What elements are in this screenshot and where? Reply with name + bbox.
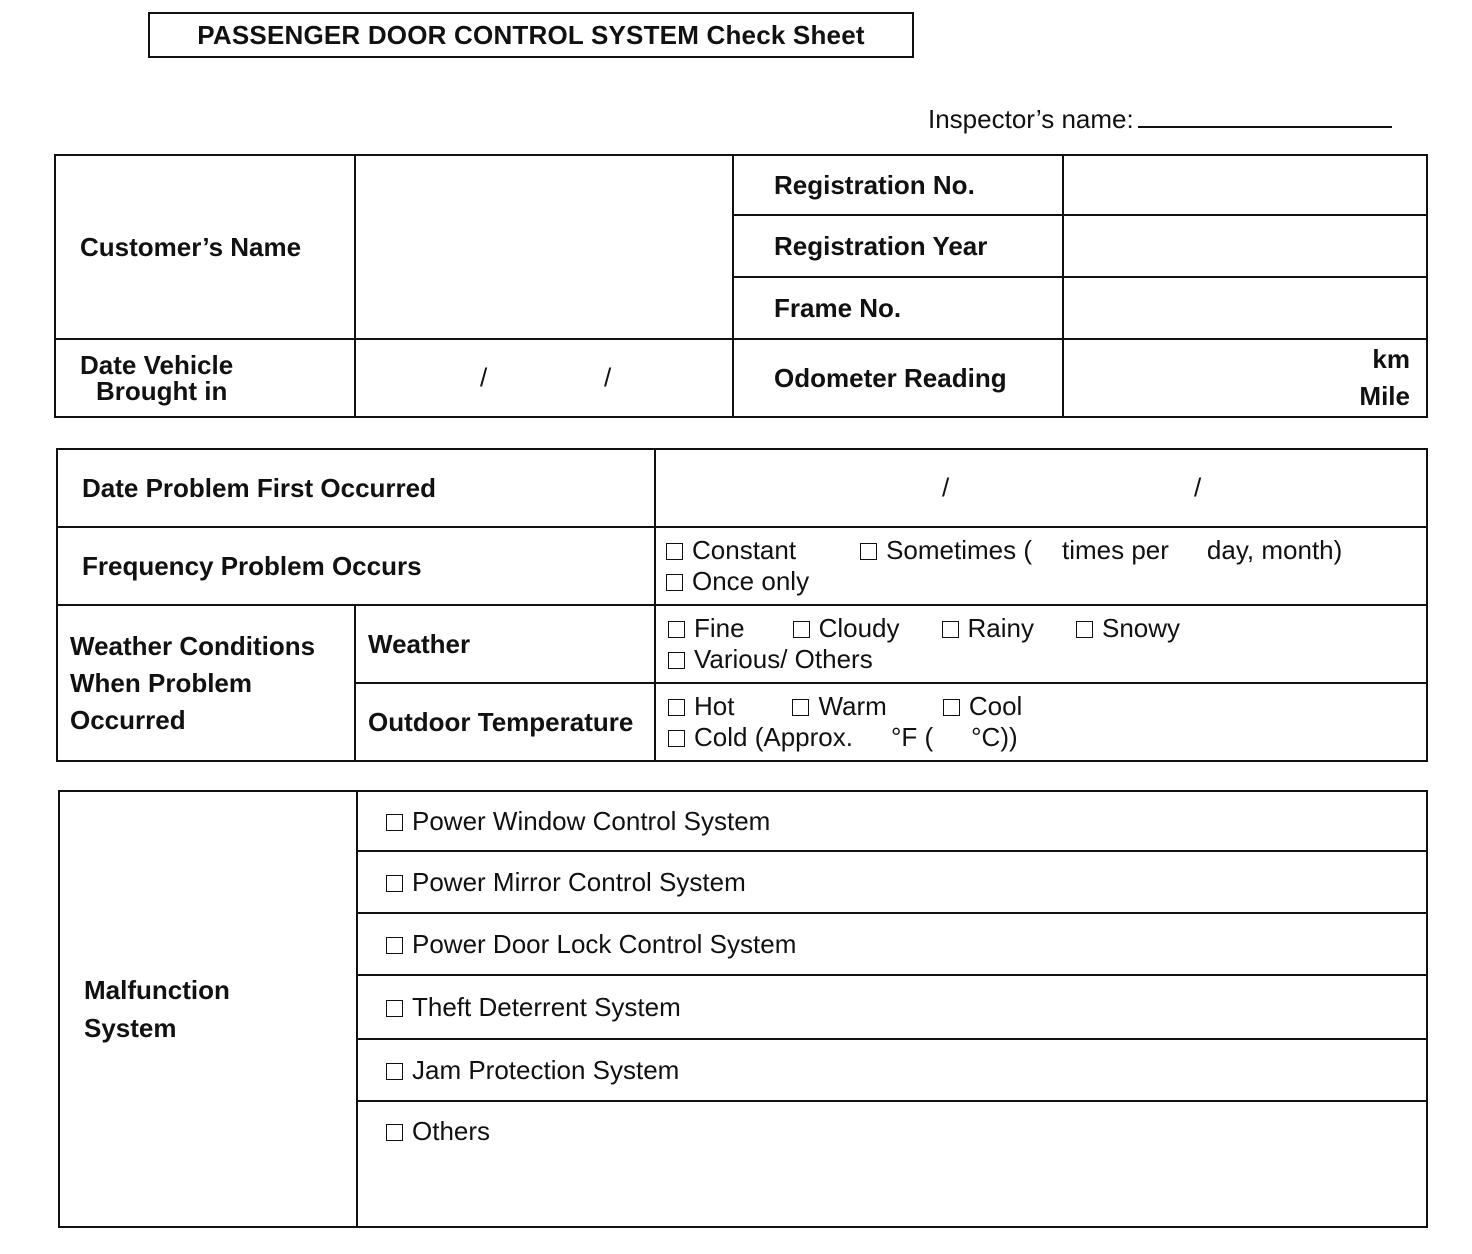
vehicle-info-table (54, 154, 1428, 418)
malfunction-system-label: Malfunction System (59, 791, 357, 1227)
date-brought-in-label (55, 339, 355, 417)
checkbox-icon[interactable] (386, 937, 403, 954)
checkbox-icon[interactable] (793, 621, 810, 638)
inspector-name-line[interactable] (1138, 100, 1392, 128)
checkbox-icon[interactable] (668, 699, 685, 716)
checkbox-icon[interactable] (666, 574, 683, 591)
checkbox-icon[interactable] (386, 814, 403, 831)
weather-fine-option[interactable]: Fine (668, 613, 745, 643)
date-first-occurred-input[interactable] (655, 449, 1427, 527)
checkbox-icon[interactable] (668, 652, 685, 669)
frame-no-label: Frame No. (733, 277, 1063, 339)
outdoor-temperature-label: Outdoor Temperature (355, 683, 655, 761)
malfunction-item-jam-protection[interactable]: Jam Protection System (357, 1039, 1427, 1101)
registration-year-label: Registration Year (733, 215, 1063, 277)
odometer-unit-km: km (1372, 344, 1410, 374)
frequency-label: Frequency Problem Occurs (57, 527, 655, 605)
malfunction-item-power-mirror[interactable]: Power Mirror Control System (357, 851, 1427, 913)
frequency-sometimes-option[interactable]: Sometimes ( (860, 535, 1032, 565)
frame-no-input[interactable] (1063, 277, 1427, 339)
checkbox-icon[interactable] (386, 1063, 403, 1080)
inspector-name-field[interactable] (928, 100, 1392, 135)
frequency-constant-option[interactable]: Constant (666, 535, 796, 565)
temp-cool-option[interactable]: Cool (943, 691, 1022, 721)
date-first-occurred-label: Date Problem First Occurred (57, 449, 655, 527)
checkbox-icon[interactable] (386, 1124, 403, 1141)
malfunction-item-power-window[interactable]: Power Window Control System (357, 791, 1427, 851)
checkbox-icon[interactable] (386, 1000, 403, 1017)
checkbox-icon[interactable] (386, 875, 403, 892)
odometer-unit-mile: Mile (1359, 381, 1410, 411)
date-separator: / (480, 362, 488, 393)
temperature-options (655, 683, 1427, 761)
weather-options (655, 605, 1427, 683)
temp-hot-option[interactable]: Hot (668, 691, 734, 721)
registration-no-input[interactable] (1063, 155, 1427, 215)
malfunction-item-others[interactable]: Others (357, 1101, 1427, 1227)
temp-cold-option[interactable]: Cold (Approx. (668, 722, 853, 752)
weather-conditions-label: Weather Conditions When Problem Occurred (57, 605, 355, 761)
malfunction-item-power-door-lock[interactable]: Power Door Lock Control System (357, 913, 1427, 975)
registration-no-label: Registration No. (733, 155, 1063, 215)
checkbox-icon[interactable] (860, 543, 877, 560)
checkbox-icon[interactable] (666, 543, 683, 560)
checkbox-icon[interactable] (668, 621, 685, 638)
weather-various-option[interactable]: Various/ Others (668, 644, 873, 674)
weather-label: Weather (355, 605, 655, 683)
weather-snowy-option[interactable]: Snowy (1076, 613, 1180, 643)
date-separator: / (604, 362, 612, 393)
date-brought-in-label-line1: Date Vehicle (80, 350, 234, 380)
weather-rainy-option[interactable]: Rainy (942, 613, 1034, 643)
frequency-once-only-option[interactable]: Once only (666, 566, 809, 596)
weather-cloudy-option[interactable]: Cloudy (793, 613, 900, 643)
date-brought-in-input[interactable] (355, 339, 733, 417)
page-title: PASSENGER DOOR CONTROL SYSTEM Check Sheet (148, 12, 914, 58)
checkbox-icon[interactable] (668, 730, 685, 747)
date-separator: / (942, 472, 950, 503)
checkbox-icon[interactable] (943, 699, 960, 716)
odometer-input[interactable] (1063, 339, 1427, 417)
deg-c-text: °C)) (971, 722, 1018, 752)
malfunction-system-table (58, 790, 1428, 1228)
frequency-options (655, 527, 1427, 605)
date-brought-in-label-line2: Brought in (96, 376, 228, 406)
malfunction-item-theft-deterrent[interactable]: Theft Deterrent System (357, 975, 1427, 1039)
day-month-text: day, month) (1206, 535, 1343, 565)
inspector-name-label: Inspector’s name: (928, 104, 1134, 134)
checkbox-icon[interactable] (942, 621, 959, 638)
temp-warm-option[interactable]: Warm (792, 691, 886, 721)
checkbox-icon[interactable] (792, 699, 809, 716)
customer-name-input[interactable] (355, 155, 733, 339)
date-separator: / (1194, 472, 1202, 503)
deg-f-text: °F ( (890, 722, 934, 752)
times-per-text: times per (1062, 535, 1169, 565)
odometer-label: Odometer Reading (733, 339, 1063, 417)
registration-year-input[interactable] (1063, 215, 1427, 277)
checkbox-icon[interactable] (1076, 621, 1093, 638)
customer-name-label: Customer’s Name (55, 155, 355, 339)
problem-conditions-table (56, 448, 1428, 762)
